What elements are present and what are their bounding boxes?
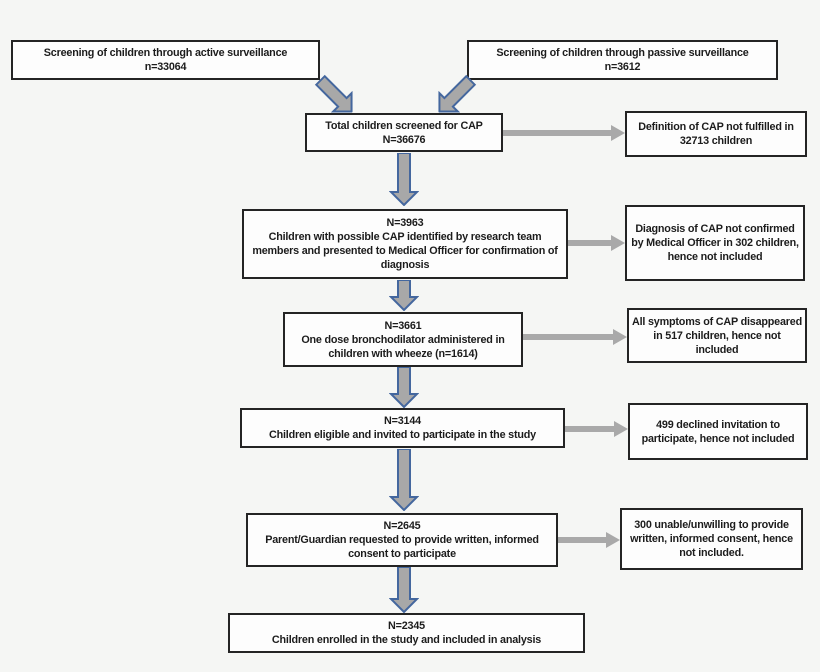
box-line-2: Parent/Guardian requested to provide written, informed consent to participate [265,534,539,560]
box-eligible-invited [240,408,565,448]
arrow-right-icon [568,234,625,252]
box-text: Definition of CAP not fulfilled in 32713 children [638,121,794,147]
box-line-1: N=3144 [384,415,421,427]
box-line-1: N=3963 [386,217,424,229]
arrow-down-icon [389,449,419,511]
box-line-2: One dose bronchodilator administered in children with wheeze (n=1614) [301,333,505,360]
box-line-1: Screening of children through passive surveillance [496,47,749,59]
box-passive-surveillance [467,40,778,80]
box-line-1: N=2345 [388,620,425,632]
arrow-right-icon [558,531,620,549]
box-line-2: n=3612 [604,61,641,73]
box-line-2: n=33064 [144,61,187,73]
arrow-right-icon [565,420,628,438]
arrow-down-icon [389,280,419,311]
box-total-screened [305,113,503,152]
box-line-1: Screening of children through active surveillance [43,47,288,59]
box-line-1: N=3661 [384,319,422,332]
box-line-2: Children eligible and invited to participate in the study [269,429,536,441]
excl-symptoms-disappeared [627,308,807,363]
excl-definition-not-fulfilled [625,111,807,157]
excl-not-confirmed [625,205,805,281]
box-text: 499 declined invitation to participate, hence not included [641,418,795,445]
box-text: 300 unable/unwilling to provide written, informed consent, hence not included. [630,519,793,559]
box-line-1: Total children screened for CAP [325,119,483,132]
arrow-down-icon [389,153,419,206]
box-possible-cap [242,209,568,279]
box-line-2: Children with possible CAP identified by research team members and presented to Medical Officer for confirmation of diagnosis [252,231,558,271]
excl-declined-invitation [628,403,808,460]
box-text: Diagnosis of CAP not confirmed by Medical Officer in 302 children, hence not included [631,223,799,263]
box-bronchodilator [283,312,523,367]
box-line-2: Children enrolled in the study and included in analysis [271,634,542,646]
box-consent-requested [246,513,558,567]
arrow-right-icon [523,328,627,346]
arrow-down-icon [389,367,419,408]
box-line-1: N=2645 [383,520,421,532]
box-enrolled-analysis [228,613,585,653]
box-active-surveillance [11,40,320,80]
arrow-right-icon [503,124,625,142]
box-text: All symptoms of CAP disappeared in 517 children, hence not included [632,315,802,356]
box-line-2: N=36676 [382,133,426,146]
arrow-down-icon [389,567,419,613]
excl-unable-consent [620,508,803,570]
